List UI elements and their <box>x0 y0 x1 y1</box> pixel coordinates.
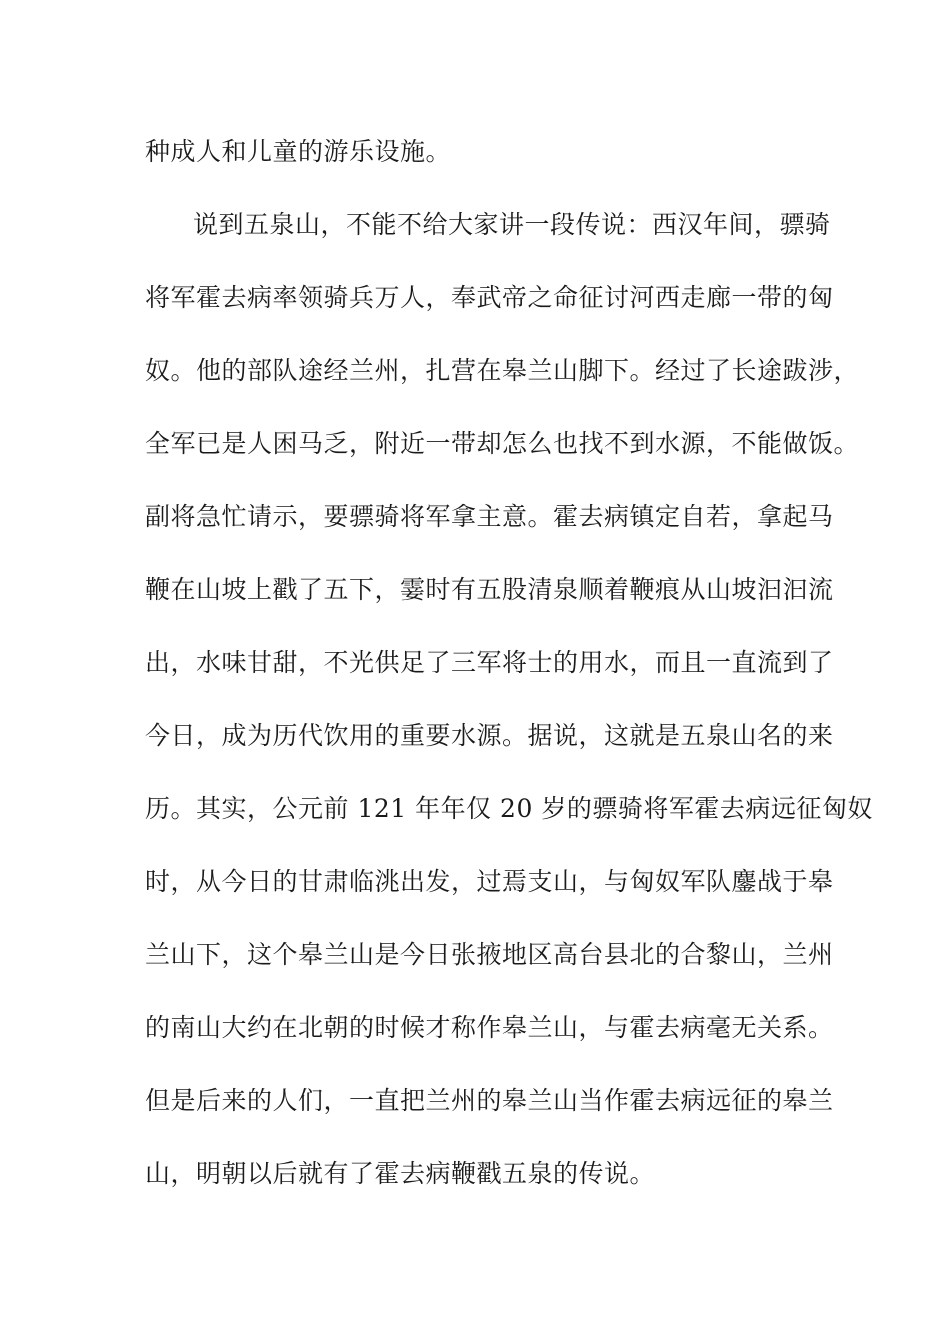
paragraph-line-15: 山，明朝以后就有了霍去病鞭戳五泉的传说。 <box>145 1159 656 1188</box>
paragraph-line-10: 历。其实，公元前 121 年年仅 20 岁的骠骑将军霍去病远征匈奴 <box>145 794 873 823</box>
paragraph-line-1: 种成人和儿童的游乐设施。 <box>145 137 452 166</box>
paragraph-line-13: 的南山大约在北朝的时候才称作皋兰山，与霍去病毫无关系。 <box>145 1013 834 1042</box>
paragraph-line-5: 全军已是人困马乏，附近一带却怎么也找不到水源，不能做饭。 <box>145 429 860 458</box>
paragraph-line-3: 将军霍去病率领骑兵万人，奉武帝之命征讨河西走廊一带的匈 <box>145 283 834 312</box>
paragraph-line-4: 奴。他的部队途经兰州，扎营在皋兰山脚下。经过了长途跋涉， <box>145 356 860 385</box>
paragraph-line-8: 出，水味甘甜，不光供足了三军将士的用水，而且一直流到了 <box>145 648 834 677</box>
paragraph-line-12: 兰山下，这个皋兰山是今日张掖地区高台县北的合黎山，兰州 <box>145 940 834 969</box>
paragraph-line-11: 时，从今日的甘肃临洮出发，过焉支山，与匈奴军队鏖战于皋 <box>145 867 834 896</box>
paragraph-line-14: 但是后来的人们，一直把兰州的皋兰山当作霍去病远征的皋兰 <box>145 1086 834 1115</box>
paragraph-line-2: 说到五泉山，不能不给大家讲一段传说：西汉年间，骠骑 <box>193 210 831 239</box>
paragraph-line-9: 今日，成为历代饮用的重要水源。据说，这就是五泉山名的来 <box>145 721 834 750</box>
paragraph-line-7: 鞭在山坡上戳了五下，霎时有五股清泉顺着鞭痕从山坡汩汩流 <box>145 575 834 604</box>
paragraph-line-6: 副将急忙请示，要骠骑将军拿主意。霍去病镇定自若，拿起马 <box>145 502 834 531</box>
